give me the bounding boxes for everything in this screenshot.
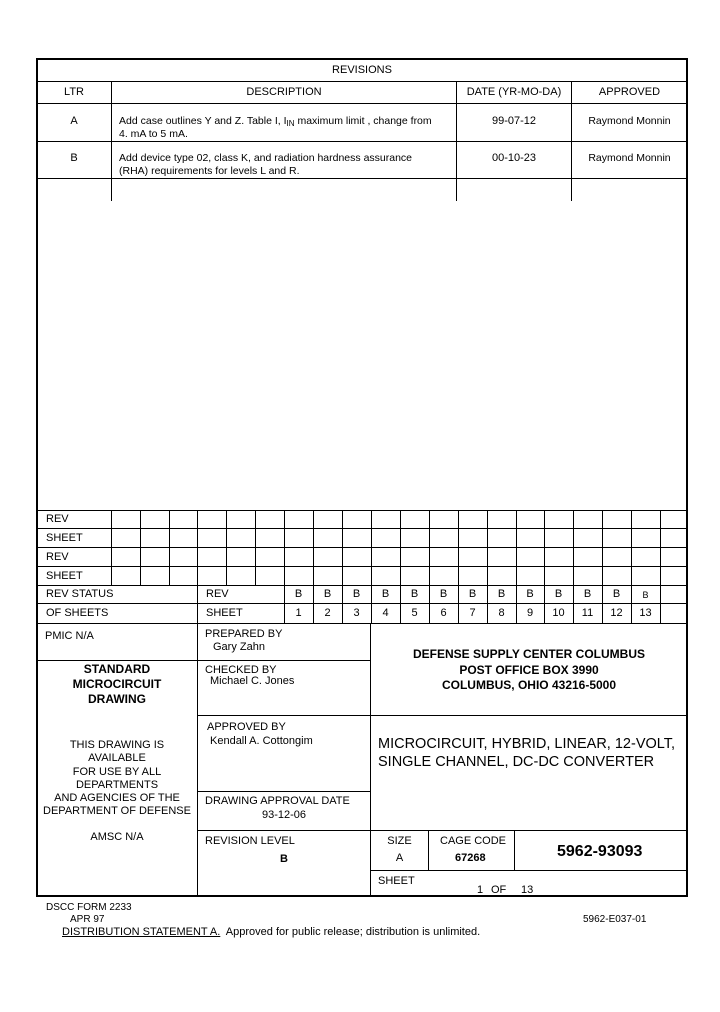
grid-label-sheet-1: SHEET <box>46 532 83 544</box>
drawing-number: 5962-93093 <box>557 843 643 860</box>
rev-status-rev-12: B <box>612 588 621 600</box>
rev-row-label: REV <box>206 588 229 600</box>
grid-label-rev-2: REV <box>46 551 69 563</box>
rev-status-rev-13: B <box>642 590 649 600</box>
rev-status-label: REV STATUS <box>46 588 114 600</box>
rev-status-sheet-11: 11 <box>581 607 594 619</box>
cage-code-label: CAGE CODE <box>440 835 507 847</box>
rev-a-ltr: A <box>70 115 78 127</box>
rev-status-sheet-1: 1 <box>295 607 302 619</box>
rev-status-sheet-9: 9 <box>526 607 534 619</box>
rev-status-sheet-6: 6 <box>440 607 447 619</box>
checked-by-name: Michael C. Jones <box>210 675 295 687</box>
of-sheets-label: OF SHEETS <box>46 607 109 619</box>
amsc-label: AMSC N/A <box>90 831 144 843</box>
rev-status-sheet-2: 2 <box>324 607 331 619</box>
rev-status-sheet-12: 12 <box>610 607 623 619</box>
device-title: MICROCIRCUIT, HYBRID, LINEAR, 12-VOLT, SINGLE CHANNEL, DC-DC CONVERTER <box>378 736 676 770</box>
rev-status-rev-6: B <box>439 588 448 600</box>
rev-a-desc-line1: Add case outlines Y and Z. Table I, $I_{IN}$ maximum limit , change from <box>119 115 432 128</box>
document-code: 5962-E037-01 <box>583 914 647 925</box>
cage-code-value: 67268 <box>455 852 486 864</box>
col-approved-header: APPROVED <box>598 86 661 98</box>
col-date-header: DATE (YR-MO-DA) <box>466 86 562 98</box>
rev-status-rev-11: B <box>583 588 592 600</box>
approval-date: 93-12-06 <box>261 809 307 821</box>
pmic-label: PMIC N/A <box>45 630 94 642</box>
approved-by-label: APPROVED BY <box>207 721 286 733</box>
sheet-number: 1 <box>477 884 484 896</box>
sheet-row-label: SHEET <box>206 607 243 619</box>
size-value: A <box>395 852 404 864</box>
prepared-by-name: Gary Zahn <box>213 641 265 653</box>
rev-a-approved: Raymond Monnin <box>588 115 671 127</box>
rev-b-ltr: B <box>70 152 78 164</box>
revisions-title: REVISIONS <box>332 64 392 76</box>
size-label: SIZE <box>387 835 412 847</box>
col-ltr-header: LTR <box>64 86 84 98</box>
rev-status-rev-8: B <box>497 588 506 600</box>
approval-date-label: DRAWING APPROVAL DATE <box>205 795 350 807</box>
rev-b-desc-line1: Add device type 02, class K, and radiation hardness assurance <box>119 152 413 164</box>
rev-status-rev-4: B <box>381 588 390 600</box>
rev-status-rev-2: B <box>323 588 332 600</box>
prepared-by-label: PREPARED BY <box>205 628 283 640</box>
rev-status-sheet-8: 8 <box>498 607 505 619</box>
rev-status-rev-3: B <box>352 588 361 600</box>
standard-microcircuit-drawing: STANDARD MICROCIRCUIT DRAWING <box>72 662 162 706</box>
col-description-header: DESCRIPTION <box>246 86 322 98</box>
rev-status-rev-5: B <box>410 588 419 600</box>
availability-statement: THIS DRAWING IS AVAILABLE FOR USE BY ALL DEPARTMENTS AND AGENCIES OF THE DEPARTMENT OF DEFENSE <box>43 739 191 818</box>
rev-b-approved: Raymond Monnin <box>588 152 671 164</box>
rev-status-sheet-13: 13 <box>639 607 652 619</box>
sheet-total: 13 <box>521 884 534 896</box>
rev-status-sheet-3: 3 <box>353 607 360 619</box>
form-number: DSCC FORM 2233 <box>46 902 132 913</box>
rev-status-sheet-5: 5 <box>411 607 418 619</box>
rev-status-sheet-7: 7 <box>469 607 476 619</box>
rev-status-rev-9: B <box>526 588 534 600</box>
rev-b-date: 00-10-23 <box>491 152 537 164</box>
rev-a-date: 99-07-12 <box>491 115 537 127</box>
rev-status-rev-1: B <box>294 588 303 600</box>
agency-address: DEFENSE SUPPLY CENTER COLUMBUS POST OFFICE BOX 3990 COLUMBUS, OHIO 43216-5000 <box>412 647 646 692</box>
rev-status-rev-7: B <box>468 588 477 600</box>
rev-a-desc-line2: 4. mA to 5 mA. <box>119 128 188 140</box>
rev-status-sheet-10: 10 <box>552 607 565 619</box>
form-date: APR 97 <box>70 914 105 925</box>
rev-status-rev-10: B <box>554 588 563 600</box>
grid-label-rev-1: REV <box>46 513 69 525</box>
sheet-label: SHEET <box>378 875 415 887</box>
approved-by-name: Kendall A. Cottongim <box>210 735 313 747</box>
checked-by-label: CHECKED BY <box>205 664 277 676</box>
revision-level: B <box>280 853 288 865</box>
sheet-of: OF <box>491 884 507 896</box>
grid-label-sheet-2: SHEET <box>46 570 83 582</box>
rev-status-sheet-4: 4 <box>382 607 389 619</box>
revision-level-label: REVISION LEVEL <box>205 835 295 847</box>
rev-b-desc-line2: (RHA) requirements for levels L and R. <box>119 165 300 177</box>
distribution-statement: DISTRIBUTION STATEMENT A. Approved for public release; distribution is unlimited. <box>62 926 481 938</box>
